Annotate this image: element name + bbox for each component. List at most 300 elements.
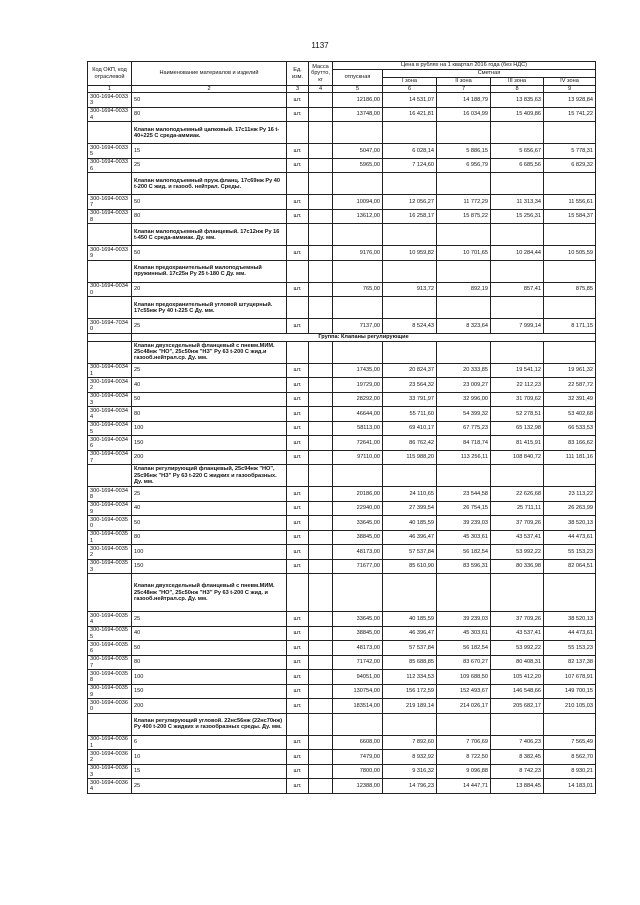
item-unit: шт. — [287, 735, 309, 750]
col-number: 4 — [309, 86, 333, 93]
empty-cell — [437, 224, 491, 246]
zone-4-price: 6 829,32 — [544, 158, 596, 173]
zone-3-price: 105 412,20 — [491, 670, 544, 685]
empty-cell — [309, 224, 333, 246]
zone-2-price: 109 688,50 — [437, 670, 491, 685]
zone-3-price: 80 336,98 — [491, 559, 544, 574]
empty-cell — [309, 260, 333, 282]
empty-cell — [287, 713, 309, 735]
zone-2-price: 67 775,23 — [437, 421, 491, 436]
zone-3-price: 52 278,51 — [491, 407, 544, 422]
item-mass — [309, 764, 333, 779]
item-mass — [309, 735, 333, 750]
item-mass — [309, 699, 333, 714]
zone-4-price: 38 520,13 — [544, 612, 596, 627]
item-unit: шт. — [287, 545, 309, 560]
zone-3-price: 19 541,12 — [491, 363, 544, 378]
item-mass — [309, 421, 333, 436]
item-name: 20 — [132, 282, 287, 297]
zone-4-price: 44 473,61 — [544, 530, 596, 545]
item-unit: шт. — [287, 107, 309, 122]
release-price: 48173,00 — [333, 641, 383, 656]
table-row — [88, 487, 596, 502]
zone-4-price: 26 263,99 — [544, 501, 596, 516]
table-row — [88, 363, 596, 378]
header-unit: Ед. изм. — [287, 62, 309, 86]
zone-3-price: 7 406,23 — [491, 735, 544, 750]
zone-2-price: 14 447,71 — [437, 779, 491, 794]
zone-4-price: 23 113,22 — [544, 487, 596, 502]
col-number: 6 — [383, 86, 437, 93]
empty-cell — [383, 574, 437, 612]
release-price: 10094,00 — [333, 195, 383, 210]
empty-cell — [491, 224, 544, 246]
item-mass — [309, 246, 333, 261]
table-row — [88, 641, 596, 656]
zone-2-price: 45 303,61 — [437, 626, 491, 641]
zone-1-price: 20 824,37 — [383, 363, 437, 378]
item-code: 300-1694-00341 — [88, 363, 132, 378]
item-code: 300-1694-00362 — [88, 750, 132, 765]
item-code: 300-1694-00364 — [88, 779, 132, 794]
table-row — [88, 684, 596, 699]
item-mass — [309, 501, 333, 516]
zone-3-price: 65 132,98 — [491, 421, 544, 436]
release-price: 19729,00 — [333, 378, 383, 393]
zone-4-price: 82 137,38 — [544, 655, 596, 670]
group-title: Клапан предохранительный угловой штуцерный. 17с55нж Ру 40 t-225 С Ду. мм. — [132, 297, 287, 319]
zone-2-price: 32 996,00 — [437, 392, 491, 407]
empty-cell — [88, 465, 132, 487]
zone-1-price: 46 396,47 — [383, 626, 437, 641]
empty-cell — [383, 173, 437, 195]
item-code: 300-1694-00354 — [88, 612, 132, 627]
empty-cell — [287, 224, 309, 246]
item-unit: шт. — [287, 319, 309, 334]
empty-cell — [491, 574, 544, 612]
item-mass — [309, 282, 333, 297]
empty-cell — [88, 224, 132, 246]
zone-3-price: 43 537,41 — [491, 530, 544, 545]
header-zone-4: IV зона — [544, 78, 596, 86]
zone-2-price: 214 026,17 — [437, 699, 491, 714]
zone-1-price: 55 711,60 — [383, 407, 437, 422]
zone-1-price: 57 537,84 — [383, 641, 437, 656]
table-row — [88, 407, 596, 422]
empty-cell — [491, 173, 544, 195]
item-mass — [309, 319, 333, 334]
zone-3-price: 31 709,62 — [491, 392, 544, 407]
item-unit: шт. — [287, 144, 309, 159]
item-code: 300-1694-00346 — [88, 436, 132, 451]
item-mass — [309, 750, 333, 765]
zone-1-price: 69 410,17 — [383, 421, 437, 436]
item-mass — [309, 392, 333, 407]
release-price: 97110,00 — [333, 450, 383, 465]
table-row — [88, 612, 596, 627]
item-mass — [309, 684, 333, 699]
table-row — [88, 545, 596, 560]
zone-3-price: 5 656,67 — [491, 144, 544, 159]
zone-4-price: 19 961,32 — [544, 363, 596, 378]
empty-cell — [287, 260, 309, 282]
zone-1-price: 86 762,42 — [383, 436, 437, 451]
zone-2-price: 39 239,03 — [437, 612, 491, 627]
release-price: 13748,00 — [333, 107, 383, 122]
item-name: 200 — [132, 699, 287, 714]
zone-1-price: 23 564,32 — [383, 378, 437, 393]
item-unit: шт. — [287, 407, 309, 422]
zone-1-price: 112 334,53 — [383, 670, 437, 685]
table-row — [88, 764, 596, 779]
zone-2-price: 6 956,79 — [437, 158, 491, 173]
empty-cell — [333, 465, 383, 487]
release-price: 72641,00 — [333, 436, 383, 451]
empty-cell — [437, 574, 491, 612]
section-title: Группа: Клапаны регулирующие — [132, 333, 596, 341]
item-name: 150 — [132, 684, 287, 699]
zone-2-price: 14 188,79 — [437, 93, 491, 108]
empty-cell — [491, 465, 544, 487]
zone-4-price: 82 064,51 — [544, 559, 596, 574]
zone-3-price: 15 256,31 — [491, 209, 544, 224]
zone-1-price: 7 892,60 — [383, 735, 437, 750]
item-name: 80 — [132, 530, 287, 545]
empty-cell — [88, 260, 132, 282]
item-name: 50 — [132, 641, 287, 656]
empty-cell — [287, 173, 309, 195]
item-code: 300-1694-00351 — [88, 530, 132, 545]
group-header-row — [88, 713, 596, 735]
zone-3-price: 15 409,86 — [491, 107, 544, 122]
zone-1-price: 85 610,90 — [383, 559, 437, 574]
item-code: 300-1694-00335 — [88, 144, 132, 159]
zone-2-price: 9 096,88 — [437, 764, 491, 779]
empty-cell — [287, 122, 309, 144]
zone-3-price: 13 884,45 — [491, 779, 544, 794]
item-mass — [309, 436, 333, 451]
group-title: Клапан малоподъемный цапковый. 17с11нж Ру 16 t-40+225 С среда-аммиак. — [132, 122, 287, 144]
item-unit: шт. — [287, 699, 309, 714]
item-mass — [309, 670, 333, 685]
item-unit: шт. — [287, 764, 309, 779]
empty-cell — [333, 260, 383, 282]
zone-1-price: 14 796,23 — [383, 779, 437, 794]
release-price: 71677,00 — [333, 559, 383, 574]
table-row — [88, 699, 596, 714]
item-code: 300-1694-00349 — [88, 501, 132, 516]
zone-4-price: 210 105,03 — [544, 699, 596, 714]
zone-4-price: 66 533,53 — [544, 421, 596, 436]
item-name: 25 — [132, 319, 287, 334]
item-mass — [309, 407, 333, 422]
release-price: 71742,00 — [333, 655, 383, 670]
release-price: 5965,00 — [333, 158, 383, 173]
zone-4-price: 22 587,72 — [544, 378, 596, 393]
release-price: 9176,00 — [333, 246, 383, 261]
zone-4-price: 11 556,61 — [544, 195, 596, 210]
zone-4-price: 875,85 — [544, 282, 596, 297]
empty-cell — [88, 713, 132, 735]
zone-4-price: 7 565,49 — [544, 735, 596, 750]
empty-cell — [309, 341, 333, 363]
header-name: Наименование материалов и изделий — [132, 62, 287, 86]
group-header-row — [88, 574, 596, 612]
group-title: Клапан двухседельный фланцевый с пневм.МИМ. 25с48нж "НО", 25с50нж "НЗ" Ру 63 t-200 С жид.и газооб.нейтрал.ср. Ду. мм. — [132, 341, 287, 363]
empty-cell — [88, 297, 132, 319]
zone-2-price: 7 706,69 — [437, 735, 491, 750]
empty-cell — [333, 341, 383, 363]
zone-1-price: 115 988,20 — [383, 450, 437, 465]
empty-cell — [309, 713, 333, 735]
empty-cell — [88, 173, 132, 195]
group-title: Клапан предохранительный малоподъемный пружинный. 17с25н Ру 25 t-180 С Ду. мм. — [132, 260, 287, 282]
item-code: 300-1694-00333 — [88, 93, 132, 108]
item-name: 40 — [132, 501, 287, 516]
item-unit: шт. — [287, 282, 309, 297]
zone-4-price: 149 700,15 — [544, 684, 596, 699]
item-unit: шт. — [287, 93, 309, 108]
zone-2-price: 152 493,67 — [437, 684, 491, 699]
empty-cell — [437, 297, 491, 319]
zone-4-price: 15 584,37 — [544, 209, 596, 224]
zone-1-price: 12 056,27 — [383, 195, 437, 210]
col-number: 2 — [132, 86, 287, 93]
item-name: 50 — [132, 516, 287, 531]
zone-1-price: 33 791,97 — [383, 392, 437, 407]
table-row — [88, 421, 596, 436]
empty-cell — [287, 574, 309, 612]
group-header-row — [88, 260, 596, 282]
empty-cell — [544, 122, 596, 144]
item-name: 150 — [132, 559, 287, 574]
zone-4-price: 38 520,13 — [544, 516, 596, 531]
zone-3-price: 37 709,26 — [491, 612, 544, 627]
header-code: Код ОКП, код отраслевой — [88, 62, 132, 86]
item-name: 100 — [132, 545, 287, 560]
empty-cell — [437, 122, 491, 144]
section-row — [88, 333, 596, 341]
item-unit: шт. — [287, 641, 309, 656]
item-code: 300-1694-00350 — [88, 516, 132, 531]
col-number: 5 — [333, 86, 383, 93]
item-code: 300-1694-00334 — [88, 107, 132, 122]
table-row — [88, 436, 596, 451]
zone-1-price: 16 258,17 — [383, 209, 437, 224]
empty-cell — [333, 224, 383, 246]
zone-3-price: 53 992,22 — [491, 545, 544, 560]
item-code: 300-1694-00355 — [88, 626, 132, 641]
item-mass — [309, 195, 333, 210]
item-unit: шт. — [287, 779, 309, 794]
zone-2-price: 83 670,27 — [437, 655, 491, 670]
empty-cell — [309, 297, 333, 319]
zone-1-price: 85 688,85 — [383, 655, 437, 670]
zone-4-price: 8 562,70 — [544, 750, 596, 765]
item-name: 50 — [132, 392, 287, 407]
empty-cell — [309, 574, 333, 612]
group-header-row — [88, 297, 596, 319]
release-price: 33645,00 — [333, 516, 383, 531]
zone-2-price: 10 701,65 — [437, 246, 491, 261]
empty-cell — [309, 122, 333, 144]
item-name: 50 — [132, 93, 287, 108]
release-price: 7137,00 — [333, 319, 383, 334]
zone-1-price: 8 524,43 — [383, 319, 437, 334]
item-mass — [309, 107, 333, 122]
item-name: 80 — [132, 407, 287, 422]
zone-1-price: 9 316,32 — [383, 764, 437, 779]
item-mass — [309, 93, 333, 108]
item-unit: шт. — [287, 559, 309, 574]
col-number: 3 — [287, 86, 309, 93]
zone-2-price: 23 009,27 — [437, 378, 491, 393]
release-price: 20186,00 — [333, 487, 383, 502]
item-code: 300-1694-00360 — [88, 699, 132, 714]
empty-cell — [544, 713, 596, 735]
item-code: 300-1694-00343 — [88, 392, 132, 407]
empty-cell — [287, 341, 309, 363]
zone-3-price: 37 709,26 — [491, 516, 544, 531]
table-row — [88, 655, 596, 670]
zone-4-price: 83 166,62 — [544, 436, 596, 451]
zone-4-price: 8 171,15 — [544, 319, 596, 334]
group-header-row — [88, 173, 596, 195]
col-number: 9 — [544, 86, 596, 93]
zone-3-price: 13 835,63 — [491, 93, 544, 108]
table-row — [88, 626, 596, 641]
zone-4-price: 32 391,49 — [544, 392, 596, 407]
zone-2-price: 23 544,58 — [437, 487, 491, 502]
empty-cell — [383, 713, 437, 735]
item-name: 15 — [132, 764, 287, 779]
item-name: 50 — [132, 195, 287, 210]
table-row — [88, 750, 596, 765]
empty-cell — [383, 297, 437, 319]
item-code: 300-1694-00358 — [88, 670, 132, 685]
zone-3-price: 22 626,68 — [491, 487, 544, 502]
item-name: 40 — [132, 626, 287, 641]
zone-3-price: 108 840,72 — [491, 450, 544, 465]
item-mass — [309, 530, 333, 545]
header-estimate: Сметная — [383, 70, 596, 78]
release-price: 7800,00 — [333, 764, 383, 779]
release-price: 33645,00 — [333, 612, 383, 627]
empty-cell — [491, 713, 544, 735]
table-row — [88, 93, 596, 108]
empty-cell — [88, 574, 132, 612]
release-price: 183514,00 — [333, 699, 383, 714]
release-price: 130754,00 — [333, 684, 383, 699]
zone-3-price: 10 284,44 — [491, 246, 544, 261]
zone-4-price: 53 402,68 — [544, 407, 596, 422]
table-row — [88, 530, 596, 545]
item-code: 300-1694-00337 — [88, 195, 132, 210]
empty-cell — [437, 713, 491, 735]
release-price: 38845,00 — [333, 626, 383, 641]
item-name: 40 — [132, 378, 287, 393]
empty-cell — [437, 465, 491, 487]
item-unit: шт. — [287, 501, 309, 516]
zone-3-price: 7 999,14 — [491, 319, 544, 334]
item-unit: шт. — [287, 392, 309, 407]
zone-3-price: 43 537,41 — [491, 626, 544, 641]
zone-2-price: 39 239,03 — [437, 516, 491, 531]
zone-1-price: 156 172,59 — [383, 684, 437, 699]
item-unit: шт. — [287, 209, 309, 224]
item-name: 80 — [132, 107, 287, 122]
empty-cell — [491, 260, 544, 282]
empty-cell — [88, 341, 132, 363]
zone-2-price: 26 754,15 — [437, 501, 491, 516]
item-mass — [309, 612, 333, 627]
item-unit: шт. — [287, 626, 309, 641]
empty-cell — [88, 333, 132, 341]
empty-cell — [437, 341, 491, 363]
item-mass — [309, 626, 333, 641]
table-row — [88, 209, 596, 224]
table-row — [88, 670, 596, 685]
zone-3-price: 857,41 — [491, 282, 544, 297]
release-price: 12388,00 — [333, 779, 383, 794]
empty-cell — [544, 173, 596, 195]
item-mass — [309, 545, 333, 560]
release-price: 6608,00 — [333, 735, 383, 750]
item-code: 300-1694-00352 — [88, 545, 132, 560]
empty-cell — [437, 173, 491, 195]
item-mass — [309, 209, 333, 224]
header-zone-2: II зона — [437, 78, 491, 86]
zone-4-price: 13 928,84 — [544, 93, 596, 108]
item-code: 300-1694-00363 — [88, 764, 132, 779]
item-mass — [309, 487, 333, 502]
item-name: 100 — [132, 670, 287, 685]
release-price: 28292,00 — [333, 392, 383, 407]
item-code: 300-1694-00339 — [88, 246, 132, 261]
item-code: 300-1694-00338 — [88, 209, 132, 224]
zone-2-price: 20 333,85 — [437, 363, 491, 378]
release-price: 12186,00 — [333, 93, 383, 108]
empty-cell — [309, 465, 333, 487]
zone-2-price: 892,19 — [437, 282, 491, 297]
zone-4-price: 5 778,31 — [544, 144, 596, 159]
empty-cell — [437, 260, 491, 282]
empty-cell — [383, 224, 437, 246]
item-name: 10 — [132, 750, 287, 765]
item-unit: шт. — [287, 421, 309, 436]
item-code: 300-1694-00340 — [88, 282, 132, 297]
zone-2-price: 83 596,31 — [437, 559, 491, 574]
item-code: 300-1694-00359 — [88, 684, 132, 699]
item-name: 25 — [132, 779, 287, 794]
item-unit: шт. — [287, 530, 309, 545]
empty-cell — [491, 122, 544, 144]
item-mass — [309, 559, 333, 574]
zone-1-price: 40 185,59 — [383, 612, 437, 627]
table-row — [88, 450, 596, 465]
release-price: 58113,00 — [333, 421, 383, 436]
zone-1-price: 16 421,81 — [383, 107, 437, 122]
table-row — [88, 107, 596, 122]
item-unit: шт. — [287, 158, 309, 173]
zone-4-price: 10 505,59 — [544, 246, 596, 261]
item-unit: шт. — [287, 246, 309, 261]
zone-1-price: 7 124,60 — [383, 158, 437, 173]
zone-1-price: 14 531,07 — [383, 93, 437, 108]
item-unit: шт. — [287, 450, 309, 465]
item-code: 300-1694-00342 — [88, 378, 132, 393]
zone-1-price: 27 399,54 — [383, 501, 437, 516]
